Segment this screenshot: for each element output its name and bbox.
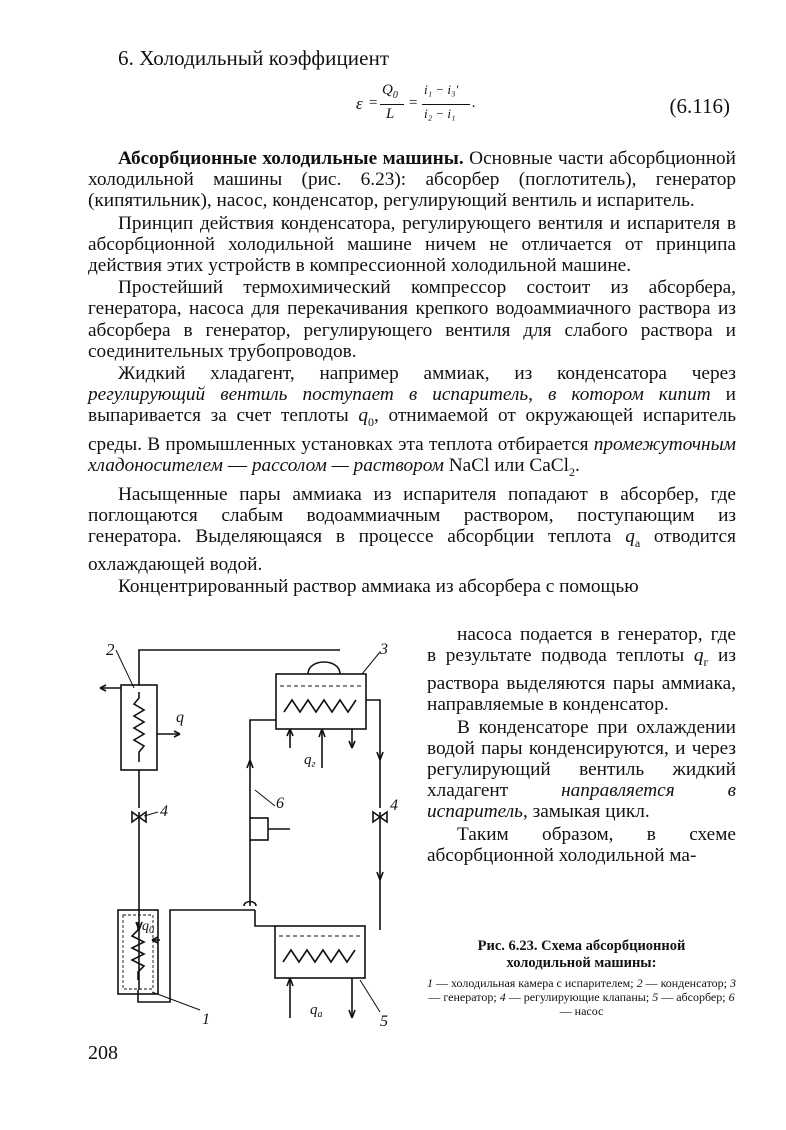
caption-title bbox=[427, 938, 736, 972]
caption-title-line-1: Рис. 6.23. Схема абсорбционной bbox=[477, 938, 686, 954]
absorber-box bbox=[275, 926, 365, 978]
leader-6 bbox=[255, 790, 275, 806]
formula-period: . bbox=[472, 95, 476, 111]
absorber-coil bbox=[283, 950, 355, 962]
body-text-full bbox=[88, 148, 736, 599]
label-4-left: 4 bbox=[160, 803, 168, 820]
caption-legend: 1 — холодильная камера с испарителем; 2 — конденсатор; 3 — генератор; 4 — регулирующие клапаны; 5 — абсорбер; 6 — насос bbox=[427, 976, 736, 1018]
pipe-generator-down-left bbox=[250, 720, 276, 808]
label-1: 1 bbox=[202, 1011, 210, 1028]
paragraph-concentrated-rest: насоса подается в генератор, где в результате подвода теплоты $q_г$ из раствора выделяются пары аммиака, направляемые в конденсатор. bbox=[427, 624, 736, 716]
label-q: q bbox=[176, 709, 184, 726]
cop-formula bbox=[356, 82, 536, 130]
formula-denominator-2: i₂ − i₁ bbox=[424, 106, 456, 121]
pump-body bbox=[250, 818, 268, 840]
leader-3 bbox=[362, 652, 380, 674]
label-3: 3 bbox=[380, 641, 388, 658]
equation-number: (6.116) bbox=[669, 94, 730, 118]
paragraph-absorption: Абсорбционные холодильные машины. Основные части абсорбционной холодильной машины (рис. 6.23): абсорбер (поглотитель), генератор (кипятильник), насос, конденсатор, регулирующий вентиль и испаритель. bbox=[88, 148, 736, 212]
caption-title-line-2: холодильной машины: bbox=[506, 955, 657, 971]
paragraph-run-in-heading: Абсорбционные холодильные машины. bbox=[118, 148, 464, 169]
paragraph-vapors: Насыщенные пары аммиака из испарителя попадают в абсорбер, где поглощаются слабым водоаммиачным раствором, поступающим из генератора. Выделяющаяся в процессе абсорбции теплота $q_а$ отводится охлаждающей водой. bbox=[88, 483, 736, 576]
formula-epsilon: ε bbox=[356, 94, 363, 113]
label-q0: $q_0$ bbox=[142, 919, 154, 936]
fraction-bar-1 bbox=[380, 104, 404, 105]
paragraph-compressor: Простейший термохимический компрессор состоит из абсорбера, генератора, насоса для перекачивания крепкого водоаммиачного раствора из абсорбера в генератор, регулирующего вентиля для слабого раствора и соединительных трубопроводов. bbox=[88, 277, 736, 362]
label-2: 2 bbox=[106, 640, 115, 659]
generator-dome bbox=[308, 662, 340, 674]
paragraph-condenser-principle: Принцип действия конденсатора, регулирующего вентиля и испарителя в абсорбционной холодильной машине ничем не отличается от принципа действия этих устройств в компрессионной холодильной машине. bbox=[88, 212, 736, 277]
leader-1 bbox=[152, 992, 200, 1010]
formula-numerator-1: $Q_0$ bbox=[382, 82, 398, 101]
label-qg: $q_г$ bbox=[304, 752, 316, 770]
leader-2 bbox=[116, 650, 134, 688]
leader-5 bbox=[360, 980, 380, 1012]
pipe-into-absorber bbox=[255, 910, 275, 926]
pipe-evaporator-to-absorber bbox=[138, 910, 255, 1002]
paragraph-conclusion: Таким образом, в схеме абсорбционной холодильной ма- bbox=[427, 823, 736, 866]
fraction-bar-2 bbox=[422, 104, 470, 105]
body-text-narrow bbox=[427, 624, 736, 867]
paragraph-concentrated-first-line: Концентрированный раствор аммиака из абсорбера с помощью bbox=[118, 576, 639, 598]
generator-coil bbox=[284, 700, 356, 712]
item-heading: 6. Холодильный коэффициент bbox=[118, 46, 390, 70]
absorption-machine-diagram bbox=[90, 630, 420, 1030]
page-number: 208 bbox=[88, 1042, 118, 1064]
condenser-coil bbox=[134, 692, 144, 762]
formula-numerator-2: i₁ − i₃′ bbox=[424, 82, 459, 97]
formula-equals-2: = bbox=[408, 95, 419, 111]
label-qa: $q_а$ bbox=[310, 1002, 323, 1020]
label-6: 6 bbox=[276, 795, 284, 812]
formula-denominator-1: L bbox=[386, 106, 395, 122]
generator-box bbox=[276, 674, 366, 729]
figure-caption bbox=[427, 938, 736, 1018]
label-5: 5 bbox=[380, 1013, 388, 1030]
paragraph-refrigerant: Жидкий хладагент, например аммиак, из конденсатора через регулирующий вентиль поступает в испаритель, в котором кипит и выпаривается за счет теплоты $q_0$, отнимаемой от окружающей испаритель среды. В промышленных установках эта теплота отбирается промежуточным хладоносителем — рассолом — раствором NaCl или CaCl$_2$. bbox=[88, 363, 737, 479]
label-4-right: 4 bbox=[390, 797, 398, 814]
paragraph-condenser-cooling: В конденсаторе при охлаждении водой пары конденсируются, и через регулирующий вентиль жидкий хладагент направляется в испаритель, замыкая цикл. bbox=[427, 716, 736, 823]
figure-6-23 bbox=[90, 630, 420, 1030]
formula-equals-1: = bbox=[368, 95, 379, 111]
